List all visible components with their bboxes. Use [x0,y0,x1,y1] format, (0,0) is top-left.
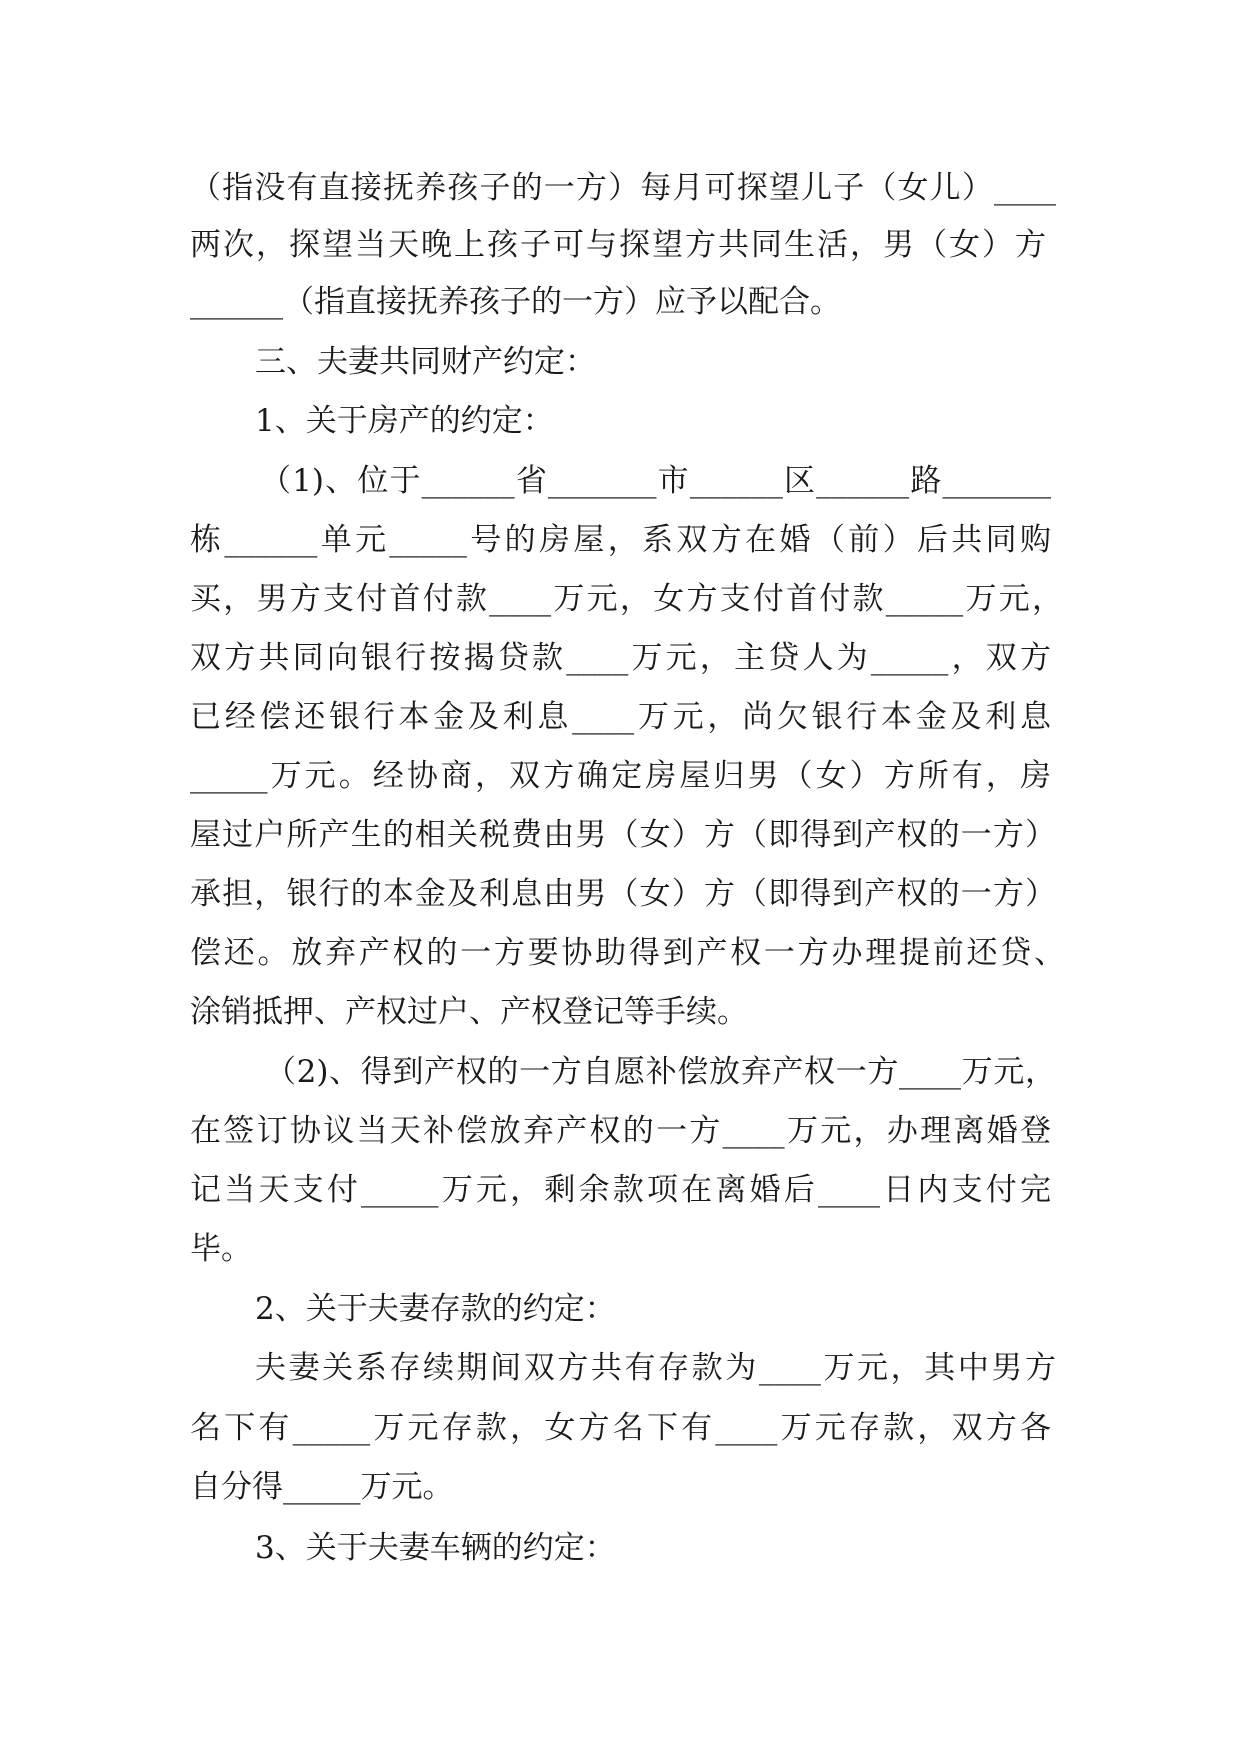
paragraph-line: （2)、得到产权的一方自愿补偿放弃产权一方____万元， [265,1054,1056,1090]
paragraph-line: 记当天支付_____万元，剩余款项在离婚后____日内支付完 [190,1172,1051,1208]
paragraph-line: 夫妻关系存续期间双方共有存款为____万元，其中男方 [255,1350,1056,1386]
subsection-heading: 3、关于夫妻车辆的约定： [255,1530,616,1566]
paragraph-line: 屋过户所产生的相关税费由男（女）方（即得到产权的一方） [190,817,1056,853]
paragraph-line: _____万元。经协商，双方确定房屋归男（女）方所有，房 [190,758,1051,794]
paragraph-line: 涂销抵押、产权过户、产权登记等手续。 [190,994,748,1030]
paragraph-line: ______（指直接抚养孩子的一方）应予以配合。 [190,284,841,320]
paragraph-line: （1)、位于______省_______市______区______路_______ [260,463,1051,499]
paragraph-line: 偿还。放弃产权的一方要协助得到产权一方办理提前还贷、 [190,935,1065,971]
subsection-heading: 1、关于房产的约定： [255,403,554,439]
section-heading: 三、夫妻共同财产约定： [255,344,596,380]
paragraph-line: 已经偿还银行本金及利息____万元，尚欠银行本金及利息 [190,699,1051,735]
paragraph-line: 栋______单元_____号的房屋，系双方在婚（前）后共同购 [190,522,1051,558]
paragraph-line: 买，男方支付首付款____万元，女方支付首付款_____万元， [190,581,1063,617]
paragraph-line: 自分得_____万元。 [190,1469,454,1505]
paragraph-line: （指没有直接抚养孩子的一方）每月可探望儿子（女儿）____ [190,170,1056,206]
paragraph-line: 承担，银行的本金及利息由男（女）方（即得到产权的一方） [190,876,1056,912]
paragraph-line: 毕。 [190,1231,252,1267]
paragraph-line: 在签订协议当天补偿放弃产权的一方____万元，办理离婚登 [190,1113,1051,1149]
subsection-heading: 2、关于夫妻存款的约定： [255,1291,616,1327]
paragraph-line: 双方共同向银行按揭贷款____万元，主贷人为_____，双方 [190,640,1051,676]
paragraph-line: 两次，探望当天晚上孩子可与探望方共同生活，男（女）方 [190,227,1046,263]
paragraph-line: 名下有_____万元存款，女方名下有____万元存款，双方各 [190,1410,1051,1446]
